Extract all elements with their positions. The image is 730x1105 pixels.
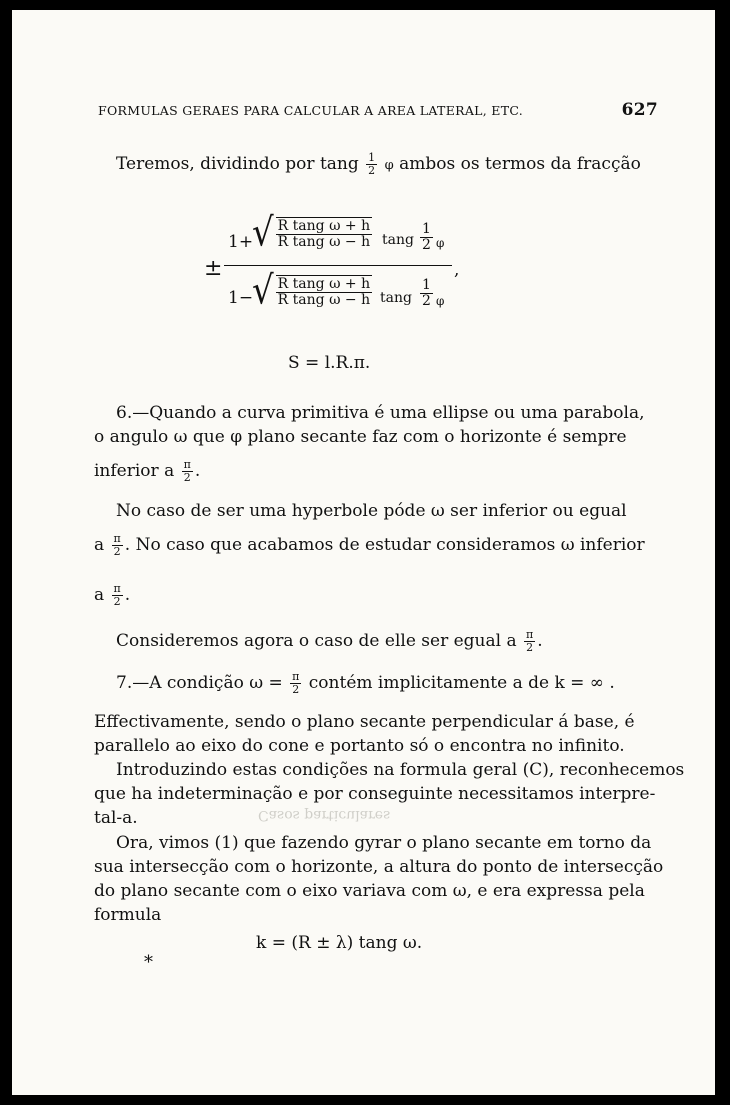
num-radical-body: $\frac{\text{R tang ω + h}}{\text{R tang ω − h}}$ — [277, 217, 371, 250]
den-lead: 1− — [228, 288, 254, 308]
intro-frac-num: 1 — [368, 151, 376, 164]
pm-sign: ± — [204, 256, 223, 281]
main-fraction-bar — [224, 265, 452, 266]
sec7-line-7: Ora, vimos (1) que fazendo gyrar o plano secante em torno da — [116, 833, 652, 853]
den-phi: φ — [436, 294, 445, 308]
sec7-line-10: formula — [94, 905, 162, 925]
sec7-line-8: sua intersecção com o horizonte, a altura do ponto de intersecção — [94, 857, 664, 877]
den-radical-body: $\frac{\text{R tang ω + h}}{\text{R tang ω − h}}$ — [277, 275, 371, 308]
num-radical — [252, 210, 374, 256]
intro-text-a: Teremos, dividindo por tang — [116, 154, 359, 174]
running-header — [98, 100, 658, 120]
bleed-through-text: Casos particulares — [258, 807, 391, 823]
sec6-line-1: 6.—Quando a curva primitiva é uma ellipse ou uma parabola, — [116, 403, 645, 423]
sec6-frac-1: $\frac{\pi}{2}$ — [183, 458, 191, 484]
page — [12, 10, 715, 1095]
sec6-line-3: inferior a $\frac{\pi}{2}$ . — [94, 458, 201, 484]
den-tang: tang — [380, 290, 412, 306]
sec7-line-1: 7.—A condição ω = $\frac{\pi}{2}$ contém implicitamente a de k = ∞ . — [116, 670, 615, 696]
intro-fraction — [366, 152, 377, 177]
sec7-line-6: tal-a. — [94, 808, 138, 828]
header-title: FORMULAS GERAES PARA CALCULAR A AREA LATERAL, ETC. — [98, 103, 524, 118]
sec6-line-6: a $\frac{\pi}{2}$ . — [94, 582, 131, 608]
result-formula: S = l.R.π. — [288, 353, 371, 373]
sec7-formula: k = (R ± λ) tang ω. — [256, 933, 423, 953]
sec6-line-5: a $\frac{\pi}{2}$ . No caso que acabamos de estudar consideramos ω inferior — [94, 532, 645, 558]
sec6-frac-4: $\frac{\pi}{2}$ — [526, 628, 534, 654]
intro-phi: φ — [384, 158, 394, 173]
sec6-frac-3: $\frac{\pi}{2}$ — [113, 582, 121, 608]
sec7-line-9: do plano secante com o eixo variava com ω, e era expressa pela — [94, 881, 645, 901]
intro-frac-den: 2 — [368, 164, 376, 177]
fraction-comma: , — [454, 260, 460, 280]
den-radical — [252, 268, 374, 314]
sec6-line-4: No caso de ser uma hyperbole póde ω ser inferior ou egual — [116, 501, 627, 521]
sec6-frac-2: $\frac{\pi}{2}$ — [113, 532, 121, 558]
num-half: $\frac{1}{2}$ — [422, 221, 431, 253]
sec6-line-2: o angulo ω que φ plano secante faz com o horizonte é sempre — [94, 427, 627, 447]
num-radical-sign-icon: √ — [252, 210, 274, 256]
sec7-line-3: parallelo ao eixo do cone e portanto só o encontra no infinito. — [94, 736, 625, 756]
footnote-star: * — [144, 952, 153, 973]
page-number: 627 — [621, 100, 658, 120]
den-half: $\frac{1}{2}$ — [422, 277, 431, 309]
intro-line — [116, 149, 641, 181]
num-phi: φ — [436, 236, 445, 250]
intro-text-b: ambos os termos da fracção — [399, 154, 641, 174]
num-tang: tang — [382, 232, 414, 248]
sec6-line-7: Consideremos agora o caso de elle ser egual a $\frac{\pi}{2}$ . — [116, 628, 543, 654]
sec7-line-2: Effectivamente, sendo o plano secante perpendicular á base, é — [94, 712, 635, 732]
sec7-line-5: que ha indeterminação e por conseguinte necessitamos interpre- — [94, 784, 656, 804]
num-lead: 1+ — [228, 232, 254, 252]
sec7-line-4: Introduzindo estas condições na formula geral (C), reconhecemos — [116, 760, 685, 780]
den-radical-sign-icon: √ — [252, 268, 274, 314]
sec7-frac: $\frac{\pi}{2}$ — [292, 670, 300, 696]
